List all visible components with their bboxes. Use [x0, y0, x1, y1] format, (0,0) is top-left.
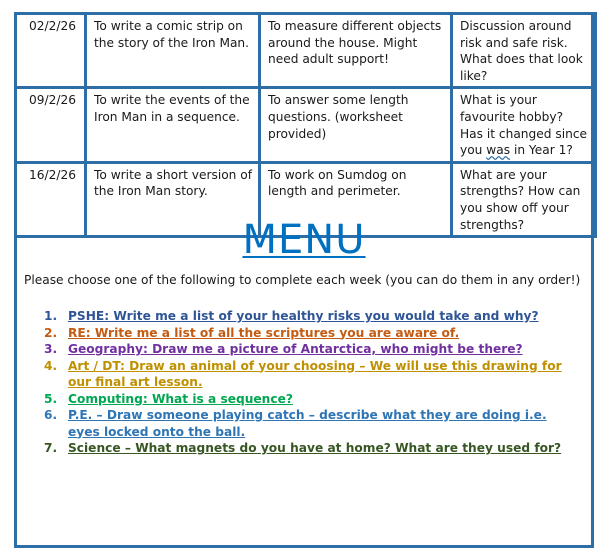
menu-title: MENU — [242, 217, 366, 263]
task-text: Geography: Draw me a picture of Antarctica, who might be there? — [68, 342, 523, 356]
task-number: 6. — [44, 408, 58, 422]
task-item — [24, 391, 572, 408]
task-text: Art / DT: Draw an animal of your choosing – We will use this drawing for our final art lesson. — [68, 358, 562, 389]
maths-cell: To work on Sumdog on length and perimeter. — [260, 162, 452, 236]
date-cell: 16/2/26 — [16, 162, 86, 236]
task-number: 3. — [44, 342, 58, 356]
task-text: P.E. – Draw someone playing catch – describe what they are doing i.e. eyes locked onto the ball. — [68, 408, 547, 439]
english-cell: To write a comic strip on the story of the Iron Man. — [86, 14, 260, 88]
task-text: Science – What magnets do you have at home? What are they used for? — [68, 441, 562, 455]
task-list — [24, 308, 572, 457]
task-item — [24, 358, 572, 391]
table-row — [16, 88, 596, 162]
date-cell: 09/2/26 — [16, 88, 86, 162]
task-number: 7. — [44, 441, 58, 455]
pshe-cell: Discussion around risk and safe risk. What does that look like? — [452, 14, 596, 88]
task-number: 5. — [44, 391, 58, 406]
maths-cell: To answer some length questions. (worksheet provided) — [260, 88, 452, 162]
maths-cell: To measure different objects around the house. Might need adult support! — [260, 14, 452, 88]
english-cell: To write the events of the Iron Man in a sequence. — [86, 88, 260, 162]
task-number: 2. — [44, 325, 58, 340]
task-item — [24, 341, 572, 358]
pshe-cell: What are your strengths? How can you show off your strengths? — [452, 162, 596, 236]
date-cell: 02/2/26 — [16, 14, 86, 88]
menu-intro: Please choose one of the following to complete each week (you can do them in any order!) — [24, 273, 581, 287]
pshe-text: in Year 1? — [510, 143, 573, 158]
table-row — [16, 14, 596, 88]
task-item — [24, 325, 572, 342]
pshe-cell — [452, 88, 596, 162]
task-item — [24, 308, 572, 325]
task-item — [24, 407, 572, 440]
task-text: PSHE: Write me a list of your healthy risks you would take and why? — [68, 309, 539, 323]
schedule-table — [14, 12, 597, 238]
task-item — [24, 440, 572, 457]
task-text: RE: Write me a list of all the scriptures you are aware of. — [68, 325, 460, 340]
task-number: 1. — [44, 309, 58, 323]
task-text: Computing: What is a sequence? — [68, 391, 293, 406]
task-number: 4. — [44, 358, 58, 373]
grammar-flag-word: was — [486, 143, 511, 158]
english-cell: To write a short version of the Iron Man story. — [86, 162, 260, 236]
pshe-text: What is your favourite hobby? Has it changed since you — [460, 93, 588, 158]
